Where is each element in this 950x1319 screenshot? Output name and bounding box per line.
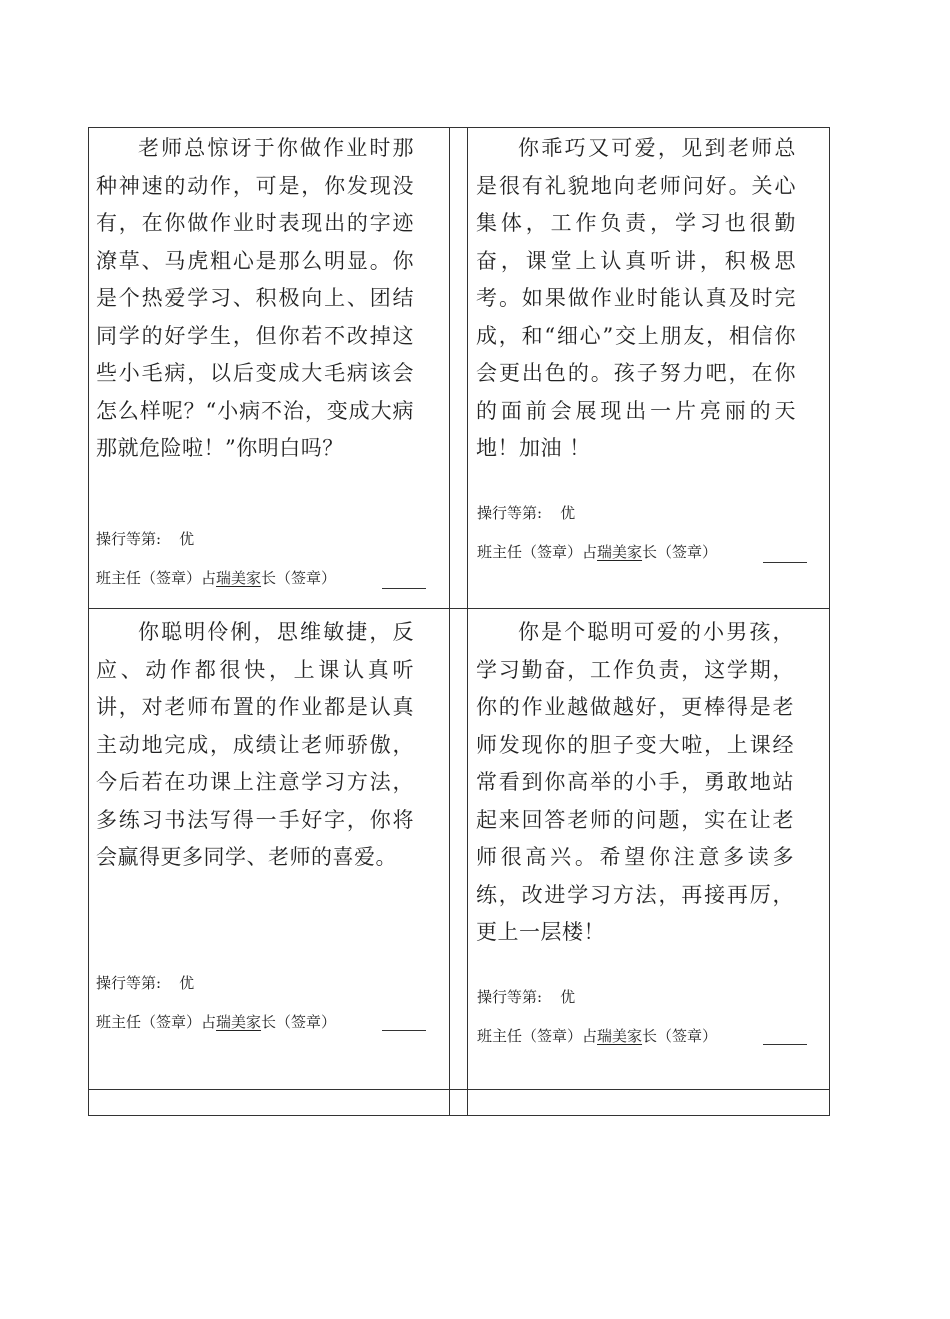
signature-prefix: 班主任（签章）占 [477,543,598,561]
comment-text: 你乖巧又可爱，见到老师总是很有礼貌地向老师问好。关心集体，工作负责，学习也很勤奋，课堂上认真听讲，积极思考。如果做作业时能认真及时完成，和“细心”交上朋友，相信你会更出色的。孩子努力吧，在你的面前会展现出一片亮丽的天地！加油 ！ [476,136,796,460]
conduct-grade-label: 操行等第: [96,530,162,548]
table-column-divider [467,127,468,1116]
signature-suffix: 长（签章） [642,1027,718,1045]
signature-blank [382,1030,426,1031]
table-border-bottom [88,1115,830,1116]
table-border-top [88,127,830,128]
signature-name: 瑞美家 [597,543,643,561]
signature-blank [763,562,807,563]
conduct-grade-value: 优 [179,974,195,992]
signature-name: 瑞美家 [216,569,262,587]
signature-suffix: 长（签章） [642,543,718,561]
conduct-grade [96,529,194,549]
signature-line [96,568,336,588]
signature-name: 瑞美家 [597,1027,643,1045]
signature-suffix: 长（签章） [261,1013,337,1031]
conduct-grade-value: 优 [179,530,195,548]
table-border-right [829,127,830,1116]
table-border-left [88,127,89,1116]
signature-prefix: 班主任（签章）占 [96,569,217,587]
signature-line [96,1012,336,1032]
signature-blank [382,588,426,589]
conduct-grade-value: 优 [560,988,576,1006]
signature-line [477,542,717,562]
table-row-divider [88,1089,830,1090]
conduct-grade-label: 操行等第: [96,974,162,992]
conduct-grade-label: 操行等第: [477,504,543,522]
conduct-grade-label: 操行等第: [477,988,543,1006]
signature-line [477,1026,717,1046]
signature-name: 瑞美家 [216,1013,262,1031]
conduct-grade [477,503,575,523]
comment-text: 你是个聪明可爱的小男孩，学习勤奋，工作负责，这学期，你的作业越做越好，更棒得是老师发现你的胆子变大啦，上课经常看到你高举的小手，勇敢地站起来回答老师的问题，实在让老师很高兴。希望你注意多读多练，改进学习方法，再接再厉，更上一层楼！ [476,620,794,944]
signature-prefix: 班主任（签章）占 [477,1027,598,1045]
comment-text: 你聪明伶俐，思维敏捷，反应、动作都很快，上课认真听讲，对老师布置的作业都是认真主动地完成，成绩让老师骄傲，今后若在功课上注意学习方法，多练习书法写得一手好字，你将会赢得更多同学、老师的喜爱。 [96,620,414,869]
signature-prefix: 班主任（签章）占 [96,1013,217,1031]
table-column-divider [449,127,450,1116]
conduct-grade-value: 优 [560,504,576,522]
signature-suffix: 长（签章） [261,569,337,587]
signature-blank [763,1044,807,1045]
comment-text: 老师总惊讶于你做作业时那种神速的动作，可是，你发现没有，在你做作业时表现出的字迹潦草、马虎粗心是那么明显。你是个热爱学习、积极向上、团结同学的好学生，但你若不改掉这些小毛病，以后变成大毛病该会怎么样呢？“小病不治，变成大病那就危险啦！”你明白吗？ [96,136,414,460]
conduct-grade [96,973,194,993]
conduct-grade [477,987,575,1007]
table-row-divider [88,608,830,609]
